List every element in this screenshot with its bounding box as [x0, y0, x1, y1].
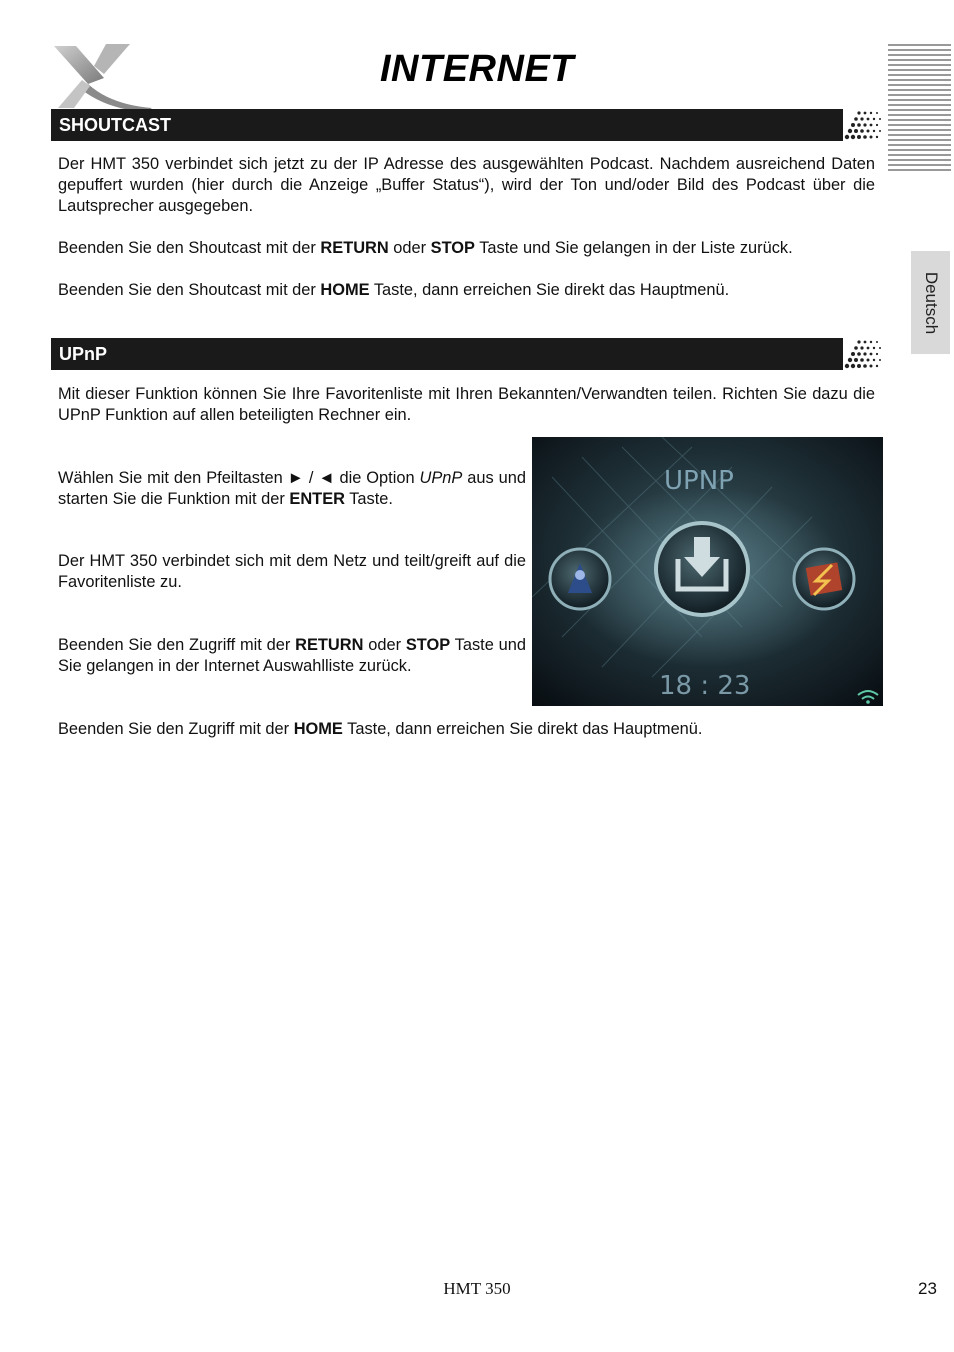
- halftone-dots-icon: [843, 109, 883, 141]
- screen-title: UPNP: [664, 466, 734, 496]
- page-title: INTERNET: [380, 48, 574, 90]
- upnp-paragraph-1: Mit dieser Funktion können Sie Ihre Favoritenliste mit Ihren Bekannten/Verwandten teilen. Richten Sie dazu die UPnP Funktion auf allen beteiligten Rechner ein.: [58, 385, 875, 424]
- device-screenshot: [532, 437, 883, 706]
- upnp-paragraph-3: Der HMT 350 verbindet sich mit dem Netz und teilt/greift auf die Favoritenliste zu.: [58, 552, 526, 591]
- decorative-lines: [888, 44, 951, 172]
- footer-model: HMT 350: [443, 1279, 511, 1298]
- screen-clock: 18 : 23: [659, 671, 751, 701]
- shoutcast-paragraph-2: Beenden Sie den Shoutcast mit der RETURN oder STOP Taste und Sie gelangen in der Liste zurück.: [58, 239, 793, 257]
- shoutcast-paragraph-1: Der HMT 350 verbindet sich jetzt zu der IP Adresse des ausgewählten Podcast. Nachdem ausreichend Daten gepuffert wurden (hier durch die Anzeige „Buffer Status“), wird der Ton und/oder Bild des Podcast über die Lautsprecher ausgegeben.: [58, 155, 875, 215]
- section-heading-shoutcast: [51, 109, 883, 141]
- section-heading-text: SHOUTCAST: [59, 115, 171, 135]
- upnp-screen-image: [532, 437, 883, 706]
- section-heading-upnp: [51, 338, 883, 370]
- section-heading-text: UPnP: [59, 344, 108, 364]
- halftone-dots-icon: [843, 338, 883, 370]
- upnp-paragraph-5: Beenden Sie den Zugriff mit der HOME Taste, dann erreichen Sie direkt das Hauptmenü.: [58, 720, 703, 738]
- page-number: 23: [918, 1279, 937, 1298]
- language-tab-label: Deutsch: [921, 271, 941, 334]
- shoutcast-paragraph-3: Beenden Sie den Shoutcast mit der HOME Taste, dann erreichen Sie direkt das Hauptmenü.: [58, 281, 730, 299]
- upnp-paragraph-2: Wählen Sie mit den Pfeiltasten ► / ◄ die Option UPnP aus und starten Sie die Funktion mit der ENTER Taste.: [58, 469, 526, 508]
- language-tab: [911, 251, 950, 354]
- upnp-paragraph-4: Beenden Sie den Zugriff mit der RETURN oder STOP Taste und Sie gelangen in der Internet Auswahlliste zurück.: [58, 636, 526, 675]
